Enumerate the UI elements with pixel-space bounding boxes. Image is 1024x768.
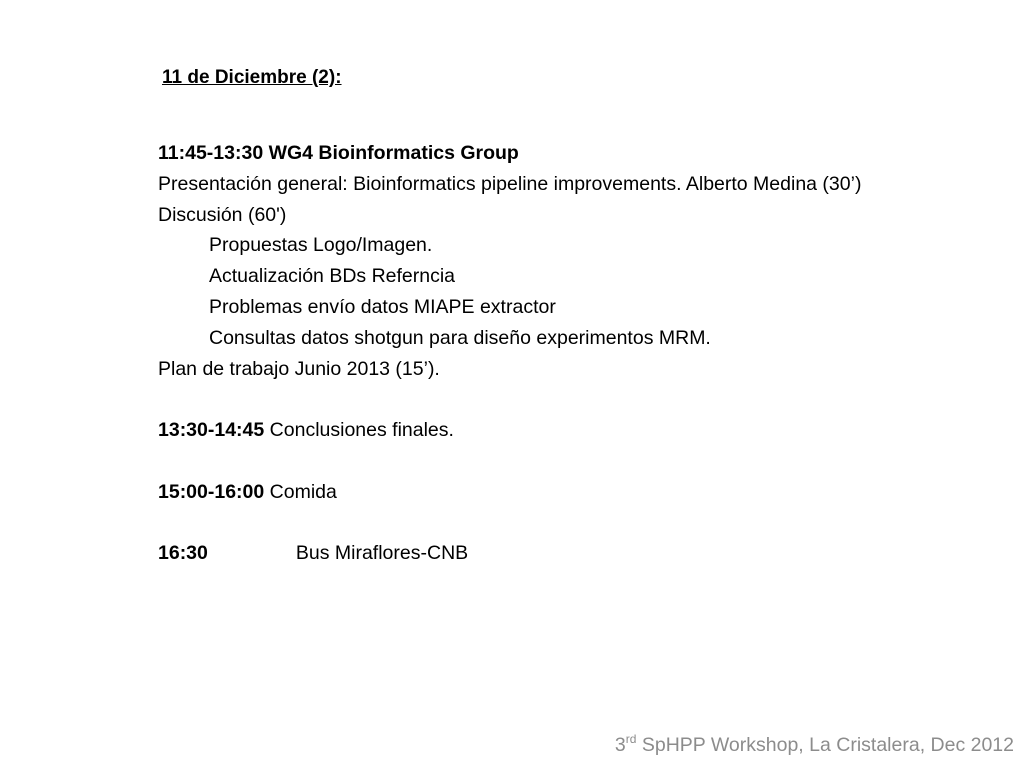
spacer xyxy=(158,446,918,477)
spacer xyxy=(158,384,918,415)
conclusions-line xyxy=(158,415,918,446)
slide-title: 11 de Diciembre (2): xyxy=(162,67,342,88)
footer-text: SpHPP Workshop, La Cristalera, Dec 2012 xyxy=(636,734,1014,756)
footer-ordinal: rd xyxy=(625,732,637,746)
bus-time: 16:30 xyxy=(158,542,208,565)
discussion-item: Consultas datos shotgun para diseño experimentos MRM. xyxy=(209,326,711,349)
lunch-line xyxy=(158,477,918,508)
bus-text: Bus Miraflores-CNB xyxy=(295,542,469,565)
lunch-time: 15:00-16:00 xyxy=(158,480,265,503)
discussion-line: Discusión (60') xyxy=(158,203,287,226)
discussion-item: Propuestas Logo/Imagen. xyxy=(209,234,433,257)
conclusions-text: Conclusiones finales. xyxy=(264,419,454,442)
agenda-content xyxy=(158,138,918,569)
discussion-item: Actualización BDs Referncia xyxy=(209,265,456,288)
footer-number: 3 xyxy=(614,734,626,756)
spacer xyxy=(158,508,918,539)
lunch-text: Comida xyxy=(264,480,337,503)
conclusions-time: 13:30-14:45 xyxy=(158,419,265,442)
bus-line xyxy=(158,538,918,569)
slide-footer xyxy=(615,734,1014,757)
discussion-item: Problemas envío datos MIAPE extractor xyxy=(209,295,556,318)
session-heading: 11:45-13:30 WG4 Bioinformatics Group xyxy=(158,142,519,164)
work-plan-line: Plan de trabajo Junio 2013 (15’). xyxy=(158,357,440,380)
presentation-line: Presentación general: Bioinformatics pipeline improvements. Alberto Medina (30’) xyxy=(158,172,862,195)
